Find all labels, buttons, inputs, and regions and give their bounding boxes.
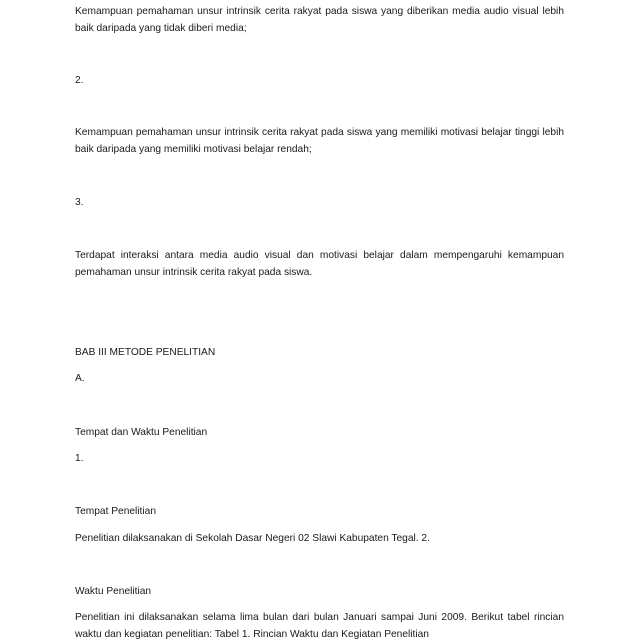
subsection-title-place: Tempat Penelitian (75, 506, 156, 517)
subsection-title-time: Waktu Penelitian (75, 586, 152, 597)
section-letter-a: A. (75, 373, 85, 384)
subsection-number-1: 1. (75, 453, 84, 464)
time-description-text: Penelitian ini dilaksanakan selama lima bulan dari bulan Januari sampai Juni 2009. Berikut tabel rincian waktu dan kegiatan penelitian: Tabel 1. Rincian Waktu dan Kegiatan Penelitian (75, 612, 564, 640)
hypothesis-1-text: Kemampuan pemahaman unsur intrinsik cerita rakyat pada siswa yang diberikan media audio visual lebih baik daripada yang tidak diberi media; (75, 6, 564, 34)
place-description-text: Penelitian dilaksanakan di Sekolah Dasar Negeri 02 Slawi Kabupaten Tegal. 2. (75, 533, 430, 544)
hypothesis-2-text: Kemampuan pemahaman unsur intrinsik cerita rakyat pada siswa yang memiliki motivasi belajar tinggi lebih baik daripada yang memiliki motivasi belajar rendah; (75, 127, 564, 155)
section-title: Tempat dan Waktu Penelitian (75, 427, 208, 438)
list-number-2: 2. (75, 75, 84, 86)
hypothesis-3-text: Terdapat interaksi antara media audio visual dan motivasi belajar dalam mempengaruhi kemampuan pemahaman unsur intrinsik cerita rakyat pada siswa. (75, 250, 564, 278)
list-number-3: 3. (75, 197, 84, 208)
chapter-heading: BAB III METODE PENELITIAN (75, 347, 216, 358)
